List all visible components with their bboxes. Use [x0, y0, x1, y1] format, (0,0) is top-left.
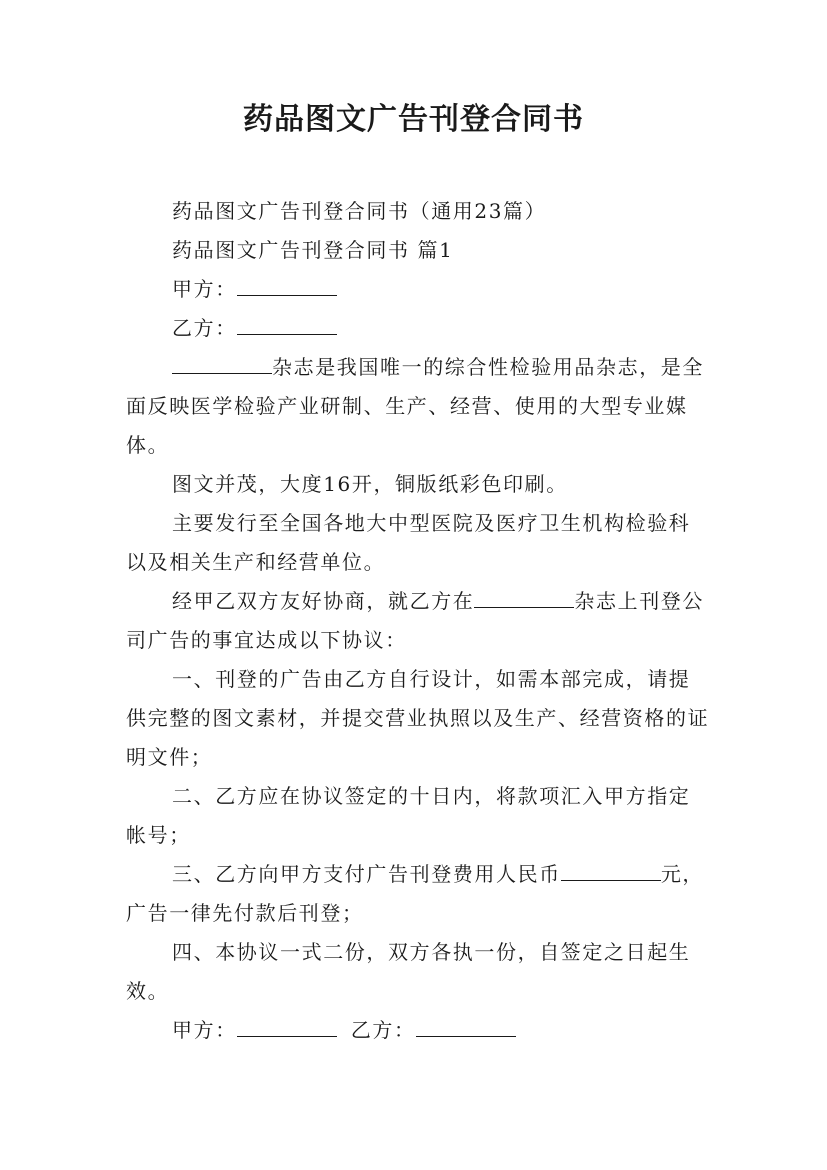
- document-subtitle: 药品图文广告刊登合同书（通用23篇）: [172, 199, 547, 223]
- clause-3-prefix: 三、乙方向甲方支付广告刊登费用人民币: [172, 862, 561, 886]
- negotiation-suffix: 杂志上刊登公司广告的事宜达成以下协议：: [126, 589, 705, 652]
- sign-party-a-label: 甲方：: [172, 1018, 237, 1042]
- party-b-label: 乙方：: [172, 316, 237, 340]
- signature-line: [126, 1011, 711, 1050]
- format-paragraph: 图文并茂，大度16开，铜版纸彩色印刷。: [172, 472, 568, 496]
- intro-paragraph: [126, 348, 711, 465]
- distribution-paragraph: 主要发行至全国各地大中型医院及医疗卫生机构检验科以及相关生产和经营单位。: [126, 511, 691, 574]
- magazine-blank: [474, 589, 574, 608]
- party-a-blank: [237, 277, 337, 296]
- party-a-label: 甲方：: [172, 277, 237, 301]
- clause-1: 一、刊登的广告由乙方自行设计，如需本部完成，请提供完整的图文素材，并提交营业执照以及生产、经营资格的证明文件；: [126, 667, 710, 769]
- negotiation-prefix: 经甲乙双方友好协商，就乙方在: [172, 589, 475, 613]
- clause-3: [126, 855, 711, 933]
- negotiation-paragraph: [126, 582, 711, 660]
- magazine-name-blank: [172, 355, 272, 374]
- document-title: 药品图文广告刊登合同书: [243, 102, 584, 137]
- party-b-line: [126, 309, 711, 348]
- section-heading: 药品图文广告刊登合同书 篇1: [172, 238, 454, 262]
- fee-amount-blank: [561, 862, 661, 881]
- clause-3-suffix: 元，广告一律先付款后刊登；: [126, 862, 705, 925]
- sign-party-b-label: 乙方：: [350, 1018, 416, 1042]
- document-body: [126, 192, 711, 1050]
- sign-party-b-blank: [416, 1018, 516, 1037]
- party-b-blank: [237, 316, 337, 335]
- clause-2: 二、乙方应在协议签定的十日内，将款项汇入甲方指定帐号；: [126, 784, 691, 847]
- clause-4: 四、本协议一式二份，双方各执一份，自签定之日起生效。: [126, 940, 691, 1003]
- sign-party-a-blank: [237, 1018, 337, 1037]
- party-a-line: [126, 270, 711, 309]
- intro-text: 杂志是我国唯一的综合性检验用品杂志，是全面反映医学检验产业研制、生产、经营、使用的大型专业媒体。: [126, 355, 704, 457]
